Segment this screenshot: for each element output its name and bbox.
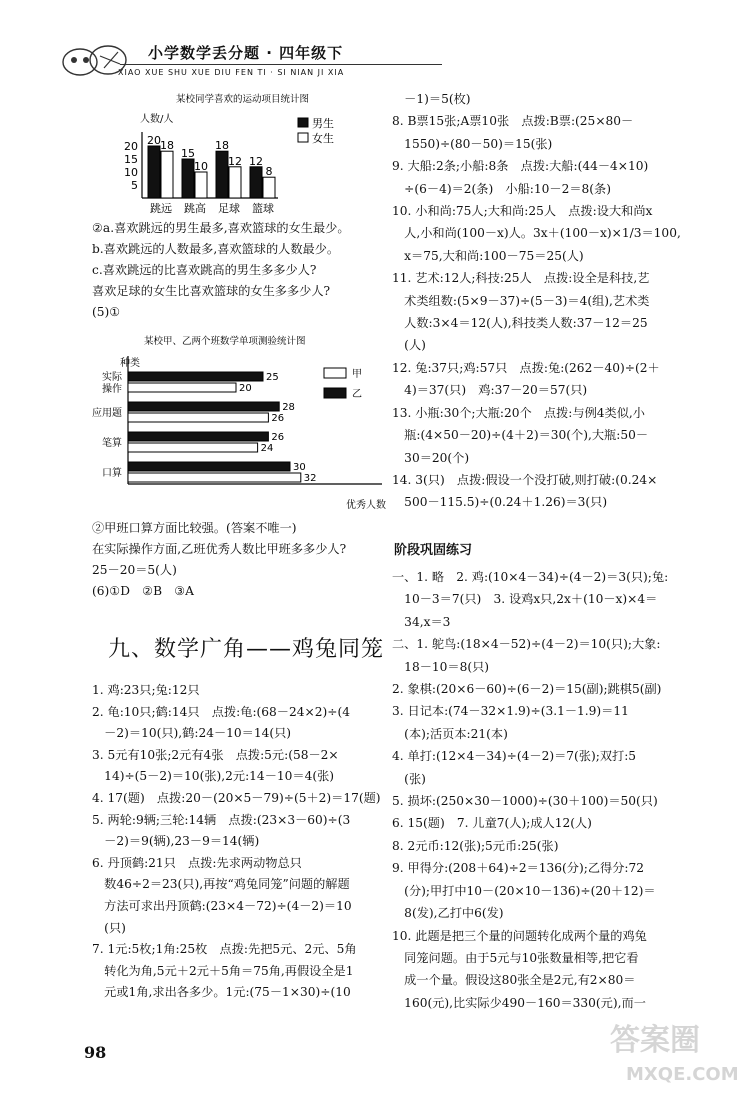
legend-swatch	[298, 118, 308, 127]
text-line: 10. 此题是把三个量的问题转化成两个量的鸡兔	[392, 928, 647, 943]
text-line: 5. 损坏:(250×30－1000)÷(30＋100)＝50(只)	[392, 794, 658, 809]
text-line: 8. B票15张;A票10张 点拨:B票:(25×80－	[392, 114, 634, 129]
text-line: 8. 2元币:12(张);5元币:25(张)	[392, 838, 559, 853]
text-line: 13. 小瓶:30个;大瓶:20个 点拨:与例4类似,小	[392, 405, 645, 420]
right-column-top	[392, 88, 714, 514]
stage-title: 阶段巩固练习	[394, 543, 473, 558]
text-line: 3. 5元有10张;2元有4张 点拨:5元:(58－2×	[92, 747, 339, 762]
text-line: 二、1. 鸵鸟:(18×4－52)÷(4－2)＝10(只);大象:	[392, 637, 661, 652]
y-tick-label: 15	[124, 153, 138, 166]
text-line: 2. 龟:10只;鹤:14只 点拨:龟:(68－24×2)÷(4	[92, 704, 350, 719]
data-label: 20	[147, 134, 161, 147]
category-label: 操作	[102, 384, 122, 395]
legend-swatch	[324, 368, 346, 378]
legend-label: 甲	[352, 369, 362, 380]
legend-swatch	[324, 388, 346, 398]
data-label: 18	[160, 139, 174, 153]
text-line: 在实际操作方面,乙班优秀人数比甲班多多少人?	[92, 542, 347, 556]
chart-title: 某校同学喜欢的运动项目统计图	[176, 94, 310, 105]
text-line: 14. 3(只) 点拨:假设一个没打破,则打破:(0.24×	[392, 472, 658, 487]
text-line: 500－115.5)÷(0.24＋1.26)＝3(只)	[392, 495, 608, 510]
category-label: 篮球	[252, 202, 274, 215]
data-label: 26	[271, 413, 285, 424]
text-line: 9. 甲得分:(208＋64)÷2＝136(分);乙得分:72	[392, 861, 645, 876]
text-line: ÷(6－4)＝2(条) 小船:10－2＝8(条)	[392, 181, 611, 196]
category-label: 口算	[102, 468, 122, 479]
text-line: 成一个量。假设这80张全是2元,有2×80＝	[392, 973, 636, 988]
category-label: 实际	[102, 372, 122, 383]
text-line: 同笼问题。由于5元与10张数量相等,把它看	[392, 950, 639, 965]
legend-label: 乙	[352, 389, 362, 400]
y-axis-label: 人数/人	[140, 114, 174, 125]
text-line: 18－10＝8(只)	[392, 659, 490, 674]
bar-class-jia	[128, 413, 268, 422]
text-line: 4. 17(题) 点拨:20－(20×5－79)÷(5＋2)＝17(题)	[92, 790, 381, 805]
text-line: 14)÷(5－2)＝10(张),2元:14－10＝4(张)	[92, 769, 335, 784]
text-line: 瓶:(4×50－20)÷(4＋2)＝30(个),大瓶:50－	[392, 428, 649, 443]
text-line: 一、1. 略 2. 鸡:(10×4－34)÷(4－2)＝3(只);兔:	[392, 570, 669, 584]
category-label: 跳远	[150, 202, 172, 215]
left-column-bottom	[92, 680, 384, 1004]
header-pinyin: XIAO XUE SHU XUE DIU FEN TI · SI NIAN JI XIA	[118, 68, 345, 77]
legend-label: 男生	[312, 117, 334, 130]
bar-girls	[161, 151, 173, 198]
bar-class-jia	[128, 473, 301, 482]
watermark	[600, 1008, 740, 1088]
header-title: 小学数学丢分题 · 四年级下	[148, 44, 344, 62]
y-tick-label: 20	[124, 140, 138, 153]
text-line: b.喜欢跳远的人数最多,喜欢篮球的人数最少。	[92, 242, 340, 256]
x-axis-label: 优秀人数	[346, 500, 386, 511]
left-column-middle	[92, 518, 384, 602]
text-line: ②a.喜欢跳远的男生最多,喜欢篮球的女生最少。	[92, 221, 350, 235]
data-label: 20	[239, 383, 252, 394]
text-line: 3. 日记本:(74－32×1.9)÷(3.1－1.9)＝11	[392, 704, 629, 719]
bar-class-yi	[128, 372, 263, 381]
bar-girls	[195, 172, 207, 198]
category-label: 跳高	[184, 202, 206, 215]
text-line: 5. 两轮:9辆;三轮:14辆 点拨:(23×3－60)÷(3	[92, 812, 351, 827]
text-line: 喜欢足球的女生比喜欢篮球的女生多多少人?	[92, 284, 331, 298]
right-column-bottom	[392, 566, 714, 1014]
legend-label: 女生	[312, 132, 334, 145]
watermark-url: MXQE.COM	[626, 1064, 739, 1085]
data-label: 25	[266, 372, 279, 383]
bar-boys	[148, 146, 160, 198]
category-label: 应用题	[92, 408, 122, 419]
text-line: 11. 艺术:12人;科技:25人 点拨:设全是科技,艺	[392, 271, 650, 286]
text-line: 术类组数:(5×9－37)÷(5－3)＝4(组),艺术类	[392, 293, 650, 308]
watermark-text: 答案圈	[610, 1023, 700, 1058]
category-label: 足球	[218, 202, 240, 215]
text-line: －2)＝10(只),鹤:24－10＝14(只)	[92, 726, 292, 741]
bar-girls	[229, 167, 241, 198]
chart-title: 某校甲、乙两个班数学单项测验统计图	[144, 336, 306, 347]
bar-boys	[216, 151, 228, 198]
data-label: 26	[271, 432, 285, 443]
header-divider	[120, 64, 442, 65]
text-line: (只)	[92, 920, 126, 935]
data-label: 10	[194, 160, 208, 173]
text-line: ②甲班口算方面比较强。(答案不唯一)	[92, 521, 297, 535]
text-line: 8(发),乙打中6(发)	[392, 906, 504, 921]
text-line: 1550)÷(80－50)＝15(张)	[392, 136, 553, 151]
bar-girls	[263, 177, 275, 198]
data-label: 12	[249, 154, 263, 168]
text-line: 人数:3×4＝12(人),科技类人数:37－12＝25	[392, 316, 648, 331]
text-line: 160(元),比实际少490－160＝330(元),而一	[392, 995, 646, 1010]
text-line: (人)	[392, 338, 426, 353]
legend-swatch	[298, 133, 308, 142]
page-header	[60, 26, 700, 88]
bar-class-jia	[128, 443, 258, 452]
text-line: 30＝20(个)	[392, 450, 470, 465]
text-line: 人,小和尚(100－x)人。3x＋(100－x)×1/3＝100,	[392, 226, 681, 241]
left-column-top	[92, 218, 384, 323]
category-label: 笔算	[102, 438, 122, 449]
text-line: (本);活页本:21(本)	[392, 726, 508, 741]
data-label: 8	[265, 165, 273, 179]
text-line: 6. 丹顶鹤:21只 点拨:先求两动物总只	[92, 855, 302, 870]
text-line: c.喜欢跳远的比喜欢跳高的男生多多少人?	[92, 263, 317, 277]
data-label: 30	[293, 462, 306, 473]
text-line: (张)	[392, 771, 426, 786]
text-line: －2)＝9(辆),23－9＝14(辆)	[92, 834, 260, 849]
text-line: 4. 单打:(12×4－34)÷(4－2)＝7(张);双打:5	[392, 749, 637, 764]
data-label: 28	[282, 402, 295, 413]
text-line: 方法可求出丹顶鹤:(23×4－72)÷(4－2)＝10	[92, 898, 352, 913]
data-label: 18	[215, 139, 229, 153]
data-label: 32	[303, 473, 317, 484]
text-line: 12. 兔:37只;鸡:57只 点拨:兔:(262－40)÷(2＋	[392, 360, 660, 375]
text-line: 25－20＝5(人)	[92, 563, 177, 577]
text-line: 元或1角,求出各多少。1元:(75－1×30)÷(10	[92, 985, 351, 1000]
bar-boys	[250, 167, 262, 198]
y-tick-label: 10	[124, 166, 138, 179]
data-label: 15	[181, 147, 195, 160]
text-line: 7. 1元:5枚;1角:25枚 点拨:先把5元、2元、5角	[92, 942, 357, 957]
text-line: 4)＝37(只) 鸡:37－20＝57(只)	[392, 383, 588, 398]
bar-class-yi	[128, 432, 268, 441]
sports-chart	[108, 88, 368, 216]
text-line: (分);甲打中10－(20×10－136)÷(20＋12)＝	[392, 883, 656, 898]
page-number: 98	[84, 1043, 107, 1062]
text-line: 1. 鸡:23只;兔:12只	[92, 683, 200, 697]
text-line: 10－3＝7(只) 3. 设鸡x只,2x＋(10－x)×4＝	[392, 592, 658, 607]
bar-class-yi	[128, 402, 279, 411]
text-line: 9. 大船:2条;小船:8条 点拨:大船:(44－4×10)	[392, 159, 649, 174]
text-line: －1)＝5(枚)	[392, 92, 471, 106]
text-line: x＝75,大和尚:100－75＝25(人)	[392, 248, 584, 263]
text-line: 6. 15(题) 7. 儿童7(人);成人12(人)	[392, 816, 592, 831]
section-title: 九、数学广角——鸡兔同笼	[108, 637, 385, 662]
text-line: 数46÷2＝23(只),再按“鸡兔同笼”问题的解题	[92, 877, 350, 892]
bar-class-yi	[128, 462, 290, 471]
text-line: 2. 象棋:(20×6－60)÷(6－2)＝15(副);跳棋5(副)	[392, 682, 662, 697]
y-tick-label: 5	[131, 179, 138, 192]
data-label: 24	[260, 443, 274, 454]
y-axis-label: 种类	[120, 358, 140, 369]
test-chart	[92, 332, 388, 518]
text-line: (5)①	[92, 305, 121, 319]
text-line: (6)①D ②B ③A	[92, 584, 194, 598]
bar-boys	[182, 159, 194, 198]
text-line: 34,x＝3	[392, 614, 451, 629]
text-line: 转化为角,5元＋2元＋5角＝75角,再假设全是1	[92, 963, 354, 978]
data-label: 12	[228, 154, 242, 168]
text-line: 10. 小和尚:75人;大和尚:25人 点拨:设大和尚x	[392, 204, 653, 219]
bar-class-jia	[128, 383, 236, 392]
